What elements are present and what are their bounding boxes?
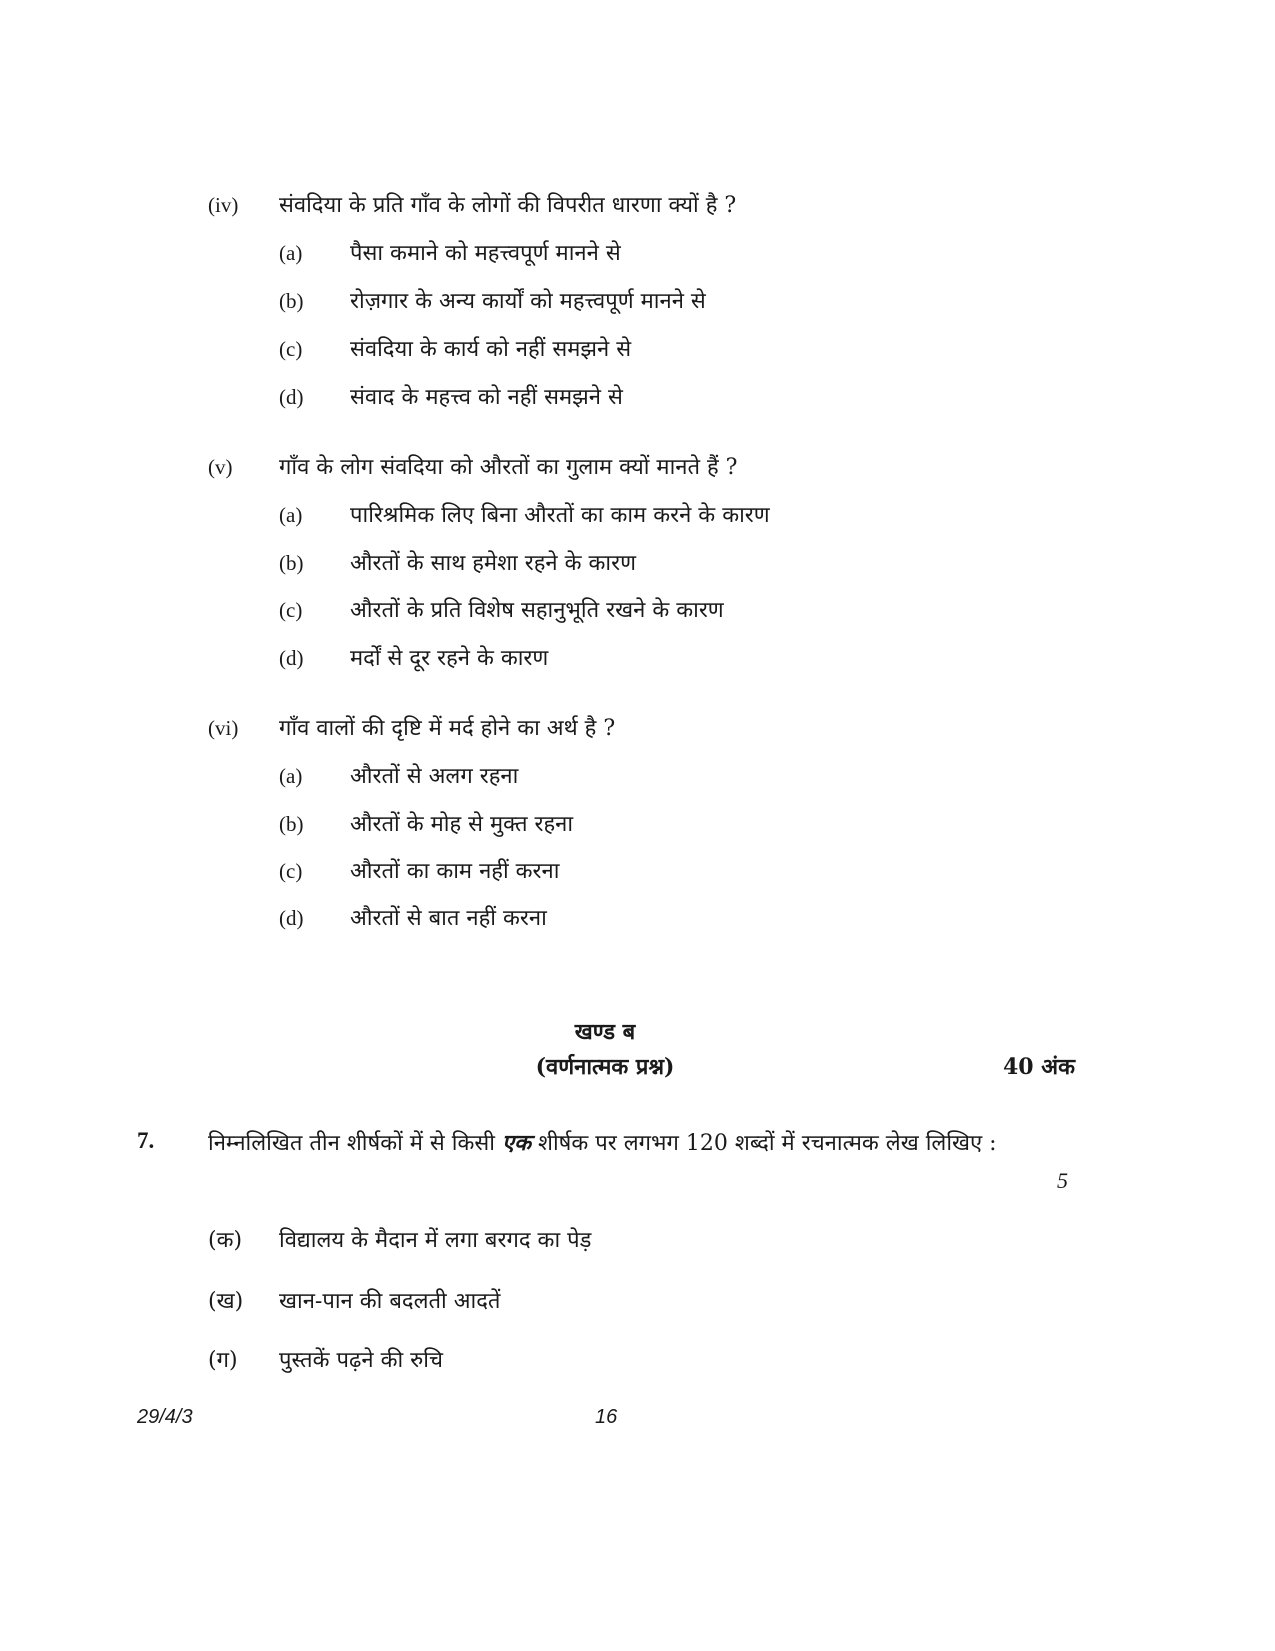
option-text: पारिश्रमिक लिए बिना औरतों का काम करने के कारण bbox=[350, 503, 770, 528]
topic-text: खान-पान की बदलती आदतें bbox=[279, 1289, 501, 1314]
section-marks: 40 अंक bbox=[1003, 1054, 1075, 1080]
option-text: औरतों के मोह से मुक्त रहना bbox=[350, 812, 574, 837]
option-label: (b) bbox=[279, 812, 304, 836]
paper-code: 29/4/3 bbox=[137, 1406, 193, 1428]
question-text: संवदिया के प्रति गाँव के लोगों की विपरीत धारणा क्यों है ? bbox=[279, 193, 737, 218]
option-text: औरतों से अलग रहना bbox=[350, 764, 519, 789]
option-text: औरतों के साथ हमेशा रहने के कारण bbox=[350, 551, 637, 576]
option-text: औरतों का काम नहीं करना bbox=[350, 859, 560, 884]
question-number: (v) bbox=[208, 455, 233, 479]
option-text: औरतों के प्रति विशेष सहानुभूति रखने के कारण bbox=[350, 598, 724, 623]
question-number: (iv) bbox=[208, 193, 239, 217]
option-label: (a) bbox=[279, 241, 303, 265]
option-label: (c) bbox=[279, 859, 303, 883]
topic-label: (क) bbox=[208, 1228, 243, 1253]
question-7-text-before: निम्नलिखित तीन शीर्षकों में से किसी bbox=[208, 1131, 502, 1156]
option-text: संवदिया के कार्य को नहीं समझने से bbox=[350, 337, 632, 362]
question-7-number: 7. bbox=[137, 1128, 155, 1153]
question-7-marks: 5 bbox=[1057, 1168, 1068, 1193]
option-text: औरतों से बात नहीं करना bbox=[350, 906, 547, 931]
section-title: खण्ड ब bbox=[574, 1019, 636, 1045]
question-text: गाँव वालों की दृष्टि में मर्द होने का अर्थ है ? bbox=[279, 716, 616, 741]
option-label: (c) bbox=[279, 598, 303, 622]
topic-text: पुस्तकें पढ़ने की रुचि bbox=[279, 1348, 443, 1373]
option-text: पैसा कमाने को महत्त्वपूर्ण मानने से bbox=[350, 241, 621, 266]
question-text: गाँव के लोग संवदिया को औरतों का गुलाम क्यों मानते हैं ? bbox=[279, 455, 738, 480]
page-number: 16 bbox=[595, 1406, 618, 1428]
option-label: (a) bbox=[279, 503, 303, 527]
option-label: (d) bbox=[279, 906, 304, 930]
option-text: मर्दों से दूर रहने के कारण bbox=[350, 646, 549, 671]
topic-label: (ग) bbox=[208, 1348, 238, 1373]
question-7-emphasis: एक bbox=[501, 1130, 532, 1156]
option-label: (a) bbox=[279, 764, 303, 788]
option-text: संवाद के महत्त्व को नहीं समझने से bbox=[350, 385, 623, 410]
question-7-text-after: शीर्षक पर लगभग 120 शब्दों में रचनात्मक लेख लिखिए : bbox=[531, 1131, 997, 1156]
topic-label: (ख) bbox=[208, 1289, 244, 1314]
option-label: (d) bbox=[279, 385, 304, 409]
question-number: (vi) bbox=[208, 716, 239, 740]
option-label: (b) bbox=[279, 551, 304, 575]
question-7-text bbox=[208, 1124, 1028, 1163]
topic-text: विद्यालय के मैदान में लगा बरगद का पेड़ bbox=[279, 1228, 592, 1253]
option-label: (d) bbox=[279, 646, 304, 670]
option-label: (c) bbox=[279, 337, 303, 361]
section-subtitle: (वर्णनात्मक प्रश्न) bbox=[535, 1054, 675, 1080]
option-label: (b) bbox=[279, 289, 304, 313]
option-text: रोज़गार के अन्य कार्यों को महत्त्वपूर्ण मानने से bbox=[350, 289, 706, 314]
